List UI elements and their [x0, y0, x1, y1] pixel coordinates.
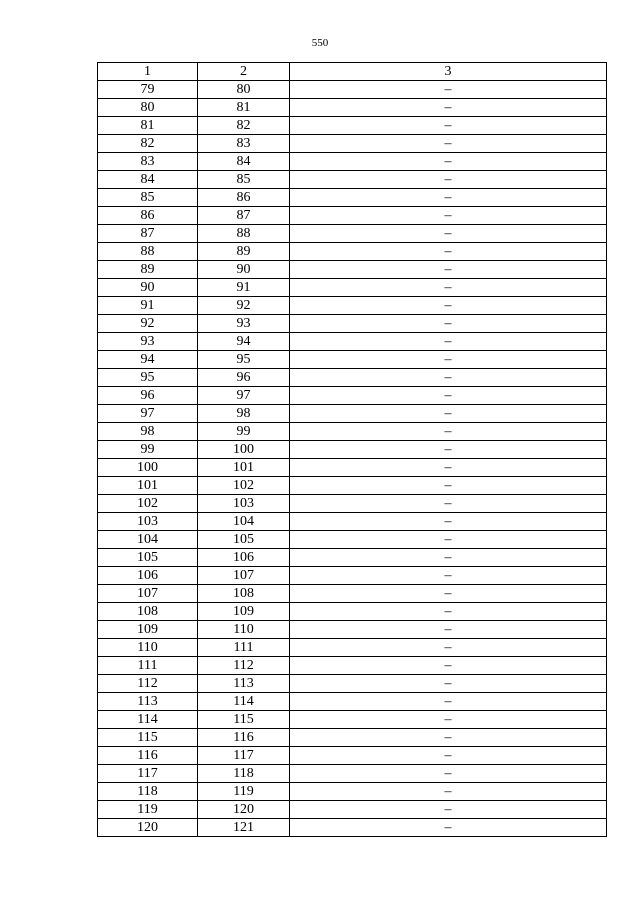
table-cell-col-2: 86 — [198, 189, 290, 207]
table-cell-col-1: 112 — [98, 675, 198, 693]
table-row — [98, 135, 607, 153]
table-cell-col-1: 114 — [98, 711, 198, 729]
table-cell-col-2: 104 — [198, 513, 290, 531]
table-cell-col-2: 121 — [198, 819, 290, 837]
table-cell-col-2: 117 — [198, 747, 290, 765]
page-number: 550 — [311, 37, 329, 49]
table-cell-col-3: – — [290, 279, 607, 297]
table-cell-col-3: – — [290, 387, 607, 405]
table-row — [98, 675, 607, 693]
table-cell-col-3: – — [290, 513, 607, 531]
table-row — [98, 531, 607, 549]
table-cell-col-3: – — [290, 297, 607, 315]
table-cell-col-3: – — [290, 567, 607, 585]
table-cell-col-1: 96 — [98, 387, 198, 405]
table-row — [98, 603, 607, 621]
data-table — [97, 62, 607, 837]
table-cell-col-2: 108 — [198, 585, 290, 603]
table-cell-col-1: 80 — [98, 99, 198, 117]
table-cell-col-3: – — [290, 495, 607, 513]
table-cell-col-1: 113 — [98, 693, 198, 711]
table-cell-col-2: 90 — [198, 261, 290, 279]
table-cell-col-3: – — [290, 333, 607, 351]
table-row — [98, 225, 607, 243]
table-row — [98, 459, 607, 477]
table-cell-col-2: 88 — [198, 225, 290, 243]
table-cell-col-3: – — [290, 261, 607, 279]
table-cell-col-2: 91 — [198, 279, 290, 297]
table-cell-col-3: – — [290, 693, 607, 711]
table-cell-col-2: 111 — [198, 639, 290, 657]
table-cell-col-1: 99 — [98, 441, 198, 459]
table-cell-col-3: – — [290, 225, 607, 243]
table-row — [98, 369, 607, 387]
table-cell-col-3: – — [290, 531, 607, 549]
table-cell-col-1: 89 — [98, 261, 198, 279]
table-cell-col-2: 116 — [198, 729, 290, 747]
table-cell-col-3: – — [290, 459, 607, 477]
table-cell-col-2: 105 — [198, 531, 290, 549]
table-cell-col-1: 94 — [98, 351, 198, 369]
table-row — [98, 261, 607, 279]
table-cell-col-2: 87 — [198, 207, 290, 225]
table-cell-col-3: – — [290, 675, 607, 693]
table-row — [98, 693, 607, 711]
table-header-row — [98, 63, 607, 81]
table-row — [98, 297, 607, 315]
table-cell-col-2: 115 — [198, 711, 290, 729]
table-row — [98, 387, 607, 405]
table-cell-col-1: 115 — [98, 729, 198, 747]
table-cell-col-1: 88 — [98, 243, 198, 261]
table-cell-col-2: 83 — [198, 135, 290, 153]
table-cell-col-3: – — [290, 189, 607, 207]
table-cell-col-1: 82 — [98, 135, 198, 153]
table-cell-col-3: – — [290, 765, 607, 783]
table-cell-col-3: – — [290, 747, 607, 765]
table-cell-col-3: – — [290, 153, 607, 171]
table-cell-col-3: – — [290, 171, 607, 189]
table-cell-col-2: 103 — [198, 495, 290, 513]
table-cell-col-1: 101 — [98, 477, 198, 495]
table-cell-col-3: – — [290, 801, 607, 819]
table-row — [98, 639, 607, 657]
table-cell-col-1: 118 — [98, 783, 198, 801]
table-cell-col-1: 116 — [98, 747, 198, 765]
table-cell-col-1: 97 — [98, 405, 198, 423]
table-row — [98, 657, 607, 675]
table-row — [98, 441, 607, 459]
table-cell-col-1: 108 — [98, 603, 198, 621]
table-row — [98, 495, 607, 513]
table-cell-col-1: 91 — [98, 297, 198, 315]
table-cell-col-2: 100 — [198, 441, 290, 459]
table-cell-col-2: 118 — [198, 765, 290, 783]
table-cell-col-2: 101 — [198, 459, 290, 477]
table-row — [98, 171, 607, 189]
table-row — [98, 153, 607, 171]
table-cell-col-2: 106 — [198, 549, 290, 567]
table-cell-col-2: 113 — [198, 675, 290, 693]
table-row — [98, 117, 607, 135]
table-cell-col-3: – — [290, 549, 607, 567]
table-cell-col-2: 81 — [198, 99, 290, 117]
table-row — [98, 711, 607, 729]
table-cell-col-1: 90 — [98, 279, 198, 297]
table-cell-col-2: 112 — [198, 657, 290, 675]
table-cell-col-1: 83 — [98, 153, 198, 171]
table-cell-col-3: – — [290, 819, 607, 837]
table-cell-col-3: – — [290, 423, 607, 441]
table-cell-col-3: – — [290, 477, 607, 495]
table-row — [98, 819, 607, 837]
table-cell-col-2: 119 — [198, 783, 290, 801]
table-row — [98, 801, 607, 819]
table-row — [98, 99, 607, 117]
table-cell-col-1: 109 — [98, 621, 198, 639]
column-header-2: 2 — [198, 63, 290, 81]
table-row — [98, 621, 607, 639]
table-cell-col-2: 84 — [198, 153, 290, 171]
table-cell-col-1: 93 — [98, 333, 198, 351]
table-cell-col-2: 114 — [198, 693, 290, 711]
table-body — [98, 81, 607, 837]
table-cell-col-2: 82 — [198, 117, 290, 135]
column-header-3: 3 — [290, 63, 607, 81]
table-row — [98, 567, 607, 585]
table-cell-col-1: 100 — [98, 459, 198, 477]
table-cell-col-1: 106 — [98, 567, 198, 585]
table-cell-col-3: – — [290, 369, 607, 387]
table-cell-col-1: 110 — [98, 639, 198, 657]
table-cell-col-3: – — [290, 657, 607, 675]
table-row — [98, 315, 607, 333]
table-cell-col-3: – — [290, 99, 607, 117]
table-cell-col-2: 93 — [198, 315, 290, 333]
table-cell-col-2: 99 — [198, 423, 290, 441]
table-cell-col-3: – — [290, 243, 607, 261]
table-cell-col-1: 79 — [98, 81, 198, 99]
table-cell-col-3: – — [290, 207, 607, 225]
table-cell-col-2: 120 — [198, 801, 290, 819]
table-cell-col-2: 96 — [198, 369, 290, 387]
table-cell-col-3: – — [290, 135, 607, 153]
table-row — [98, 747, 607, 765]
table-cell-col-2: 80 — [198, 81, 290, 99]
table-row — [98, 585, 607, 603]
table-row — [98, 207, 607, 225]
table-cell-col-3: – — [290, 603, 607, 621]
table-row — [98, 783, 607, 801]
table-row — [98, 729, 607, 747]
table-cell-col-1: 85 — [98, 189, 198, 207]
table-cell-col-1: 103 — [98, 513, 198, 531]
table-cell-col-2: 92 — [198, 297, 290, 315]
table-cell-col-2: 102 — [198, 477, 290, 495]
table-cell-col-1: 119 — [98, 801, 198, 819]
table-cell-col-1: 117 — [98, 765, 198, 783]
table-cell-col-1: 120 — [98, 819, 198, 837]
table-cell-col-3: – — [290, 639, 607, 657]
table-cell-col-3: – — [290, 711, 607, 729]
table-cell-col-3: – — [290, 81, 607, 99]
table-row — [98, 279, 607, 297]
table-row — [98, 549, 607, 567]
table-cell-col-3: – — [290, 783, 607, 801]
table-row — [98, 81, 607, 99]
table-row — [98, 351, 607, 369]
table-cell-col-2: 97 — [198, 387, 290, 405]
table-cell-col-2: 110 — [198, 621, 290, 639]
table-cell-col-1: 102 — [98, 495, 198, 513]
table-cell-col-2: 109 — [198, 603, 290, 621]
table-cell-col-2: 89 — [198, 243, 290, 261]
table-cell-col-1: 81 — [98, 117, 198, 135]
table-cell-col-3: – — [290, 585, 607, 603]
table-row — [98, 513, 607, 531]
table-cell-col-2: 98 — [198, 405, 290, 423]
table-cell-col-1: 84 — [98, 171, 198, 189]
table-row — [98, 243, 607, 261]
table-cell-col-2: 95 — [198, 351, 290, 369]
table-cell-col-3: – — [290, 117, 607, 135]
table-cell-col-3: – — [290, 441, 607, 459]
table-cell-col-1: 107 — [98, 585, 198, 603]
table-cell-col-1: 95 — [98, 369, 198, 387]
table-cell-col-1: 105 — [98, 549, 198, 567]
table-cell-col-3: – — [290, 315, 607, 333]
table-row — [98, 423, 607, 441]
table-cell-col-1: 98 — [98, 423, 198, 441]
column-header-1: 1 — [98, 63, 198, 81]
table-row — [98, 477, 607, 495]
table-cell-col-1: 104 — [98, 531, 198, 549]
table-row — [98, 765, 607, 783]
table-cell-col-3: – — [290, 621, 607, 639]
table-cell-col-2: 94 — [198, 333, 290, 351]
table-row — [98, 189, 607, 207]
table-cell-col-2: 107 — [198, 567, 290, 585]
table-cell-col-1: 86 — [98, 207, 198, 225]
table-cell-col-3: – — [290, 405, 607, 423]
table-cell-col-1: 92 — [98, 315, 198, 333]
table-cell-col-3: – — [290, 729, 607, 747]
table-cell-col-2: 85 — [198, 171, 290, 189]
table-cell-col-1: 111 — [98, 657, 198, 675]
table-cell-col-3: – — [290, 351, 607, 369]
table-row — [98, 405, 607, 423]
table-cell-col-1: 87 — [98, 225, 198, 243]
table-row — [98, 333, 607, 351]
